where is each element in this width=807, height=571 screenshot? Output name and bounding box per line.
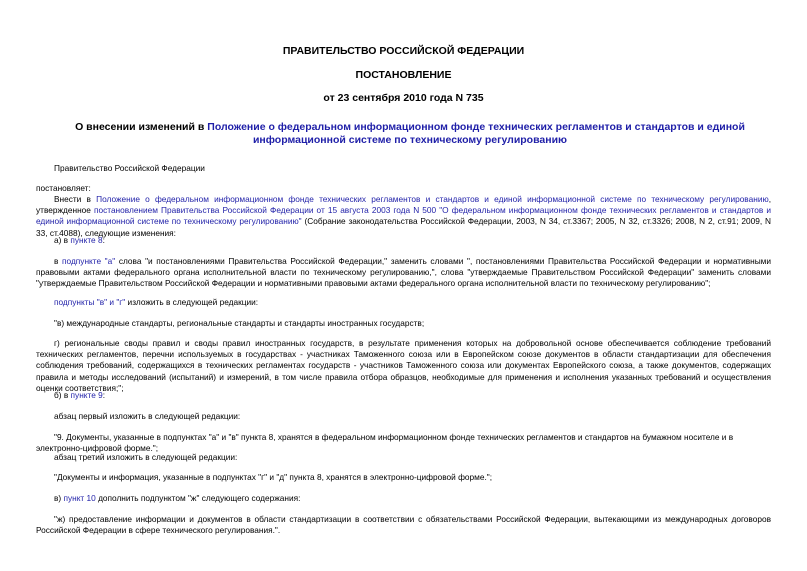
document-date-number: от 23 сентября 2010 года N 735 xyxy=(323,92,484,104)
document-type-heading: ПОСТАНОВЛЕНИЕ xyxy=(355,69,452,81)
paragraph-first-abzac: абзац первый изложить в следующей редакции: xyxy=(54,411,241,421)
text: а) в xyxy=(54,235,71,245)
document-title xyxy=(60,121,760,147)
paragraph-quote-9: "9. Документы, указанные в подпунктах "а" и "в" пункта 8, хранятся в федеральном информационном фонде технических регламентов и стандартов на бумажном носителе и в электронно-цифровой форме."; xyxy=(36,432,734,454)
text: слова "и постановлениями Правительства Российской Федерации," заменить словами ", постановлениями Правительства Российской Федерации и нормативными правовыми актами федерального органа исполнительной власти по техническому регулированию,", слова "утверждаемые Правительством Российской Федерации" заменить словами "утверждаемые Правительством Российской Федерации и нормативными правовыми актами федерального органа исполнительной власти по техническому регулированию"; xyxy=(36,256,772,289)
title-link[interactable]: Положение о федеральном информационном фонде технических регламентов и стандартов и единой информационной системе по техническому регулированию xyxy=(207,121,745,146)
text: в xyxy=(54,256,63,266)
paragraph-item-v xyxy=(36,493,771,504)
paragraph-government: Правительство Российской Федерации xyxy=(54,163,205,173)
text: дополнить подпунктом "ж" следующего содержания: xyxy=(95,493,301,503)
text: : xyxy=(102,390,106,400)
organization-heading: ПРАВИТЕЛЬСТВО РОССИЙСКОЙ ФЕДЕРАЦИИ xyxy=(282,45,525,57)
paragraph-item-a xyxy=(36,235,771,246)
paragraph-quote-documents: "Документы и информация, указанные в подпунктах "г" и "д" пункта 8, хранятся в электронно-цифровой форме."; xyxy=(54,472,493,482)
subpoints-v-g-link[interactable]: подпункты "в" и "г" xyxy=(54,297,126,307)
regulation-link[interactable]: Положение о федеральном информационном фонде технических регламентов и стандартов и единой информационной системе по техническому регулированию xyxy=(96,194,769,204)
point-10-link[interactable]: пункт 10 xyxy=(63,493,96,503)
text: Внести в xyxy=(54,194,97,204)
text: : xyxy=(102,235,105,245)
paragraph-subitems-v-g xyxy=(36,297,771,308)
text: изложить в следующей редакции: xyxy=(125,297,259,307)
point-8-link[interactable]: пункте 8 xyxy=(70,235,103,245)
paragraph-amend xyxy=(36,194,771,239)
paragraph-resolves: постановляет: xyxy=(36,183,91,193)
point-9-link[interactable]: пункте 9 xyxy=(70,390,103,400)
text: (Собрание законодательства Российской Федерации, 2003, N 34, ст.3367; 2005, N 32, ст.3326; 2008, N 2, ст.91; 2009, N 33, ст.4088), следующие изменения: xyxy=(36,216,771,238)
paragraph-item-b xyxy=(36,390,771,401)
paragraph-quote-g: г) региональные своды правил и своды правил иностранных государств, в результате применения которых на добровольной основе обеспечивается соблюдение требований технических регламентов, перечни используемых в государствах - участниках Таможенного союза или в Европейском союзе документов в области стандартизации для обеспечения соблюдения требований, содержащихся в технических регламентах государств - участников Таможенного союза или документах Европейского союза, а также документов, содержащих правила и методы исследований (испытаний) и измерений, в том числе правила отбора образцов, необходимые для применения и исполнения указанных требований и осуществления оценки соответствия;"; xyxy=(36,338,771,393)
text: в) xyxy=(54,493,64,503)
decree-500-link[interactable]: постановлением Правительства Российской Федерации от 15 августа 2003 года N 500 "О федеральном информационном фонде технических регламентов и стандартов и единой информационной системе по техническому регулированию" xyxy=(36,205,771,227)
paragraph-third-abzac: абзац третий изложить в следующей редакции: xyxy=(54,452,238,462)
paragraph-subitem-a xyxy=(36,256,771,290)
text: , утвержденное xyxy=(36,194,771,216)
subpoint-a-link[interactable]: подпункте "а" xyxy=(62,256,116,266)
text: б) в xyxy=(54,390,71,400)
title-prefix: О внесении изменений в xyxy=(75,121,208,133)
paragraph-quote-v: "в) международные стандарты, региональные стандарты и стандарты иностранных государств; xyxy=(54,318,425,328)
paragraph-quote-zh: "ж) предоставление информации и документов в области стандартизации в соответствии с обязательствами Российской Федерации, вытекающими из международных договоров Российской Федерации в сфере технического регулирования.". xyxy=(36,514,771,536)
